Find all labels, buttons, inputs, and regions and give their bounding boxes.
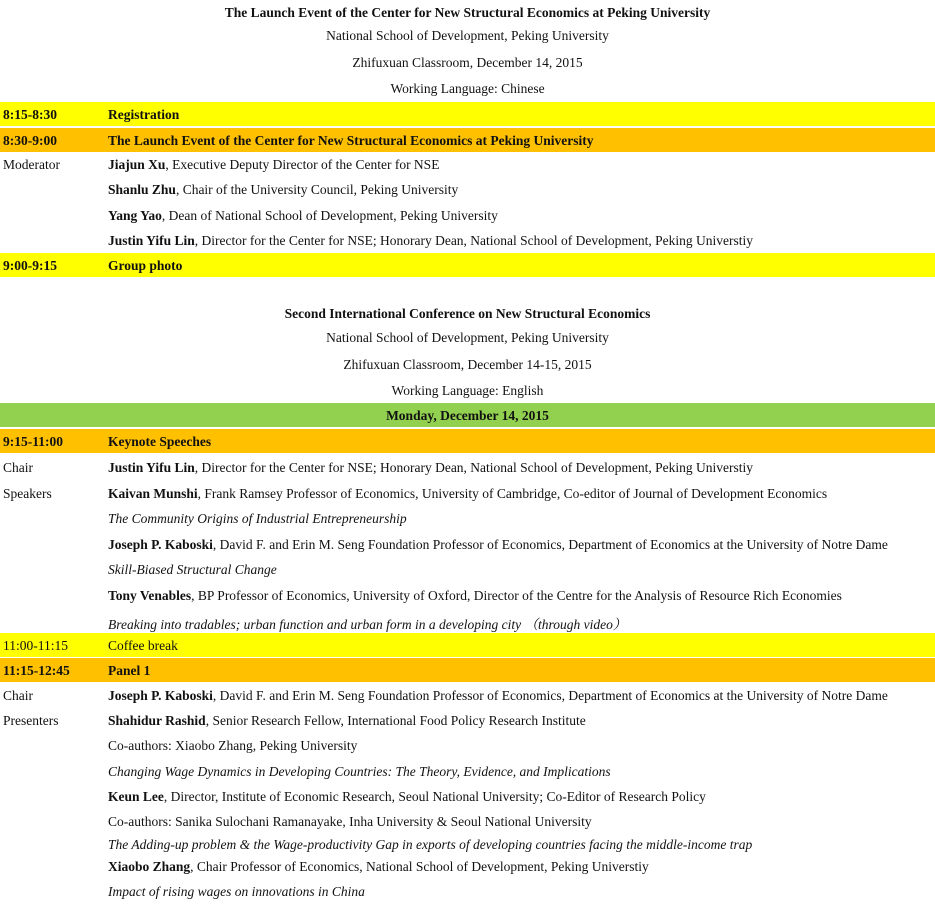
panel-time: 11:15-12:45 bbox=[3, 663, 70, 678]
presenters-row bbox=[0, 713, 935, 733]
person-name: Tony Venables bbox=[108, 588, 192, 603]
person-row bbox=[0, 588, 935, 608]
speakers-row bbox=[0, 486, 935, 506]
person-desc: , BP Professor of Economics, University of Oxford, Director of the Centre for the Analysis of Resource Rich Economies bbox=[191, 588, 842, 603]
person-name: Shanlu Zhu bbox=[108, 182, 176, 197]
person-desc: , Dean of National School of Development, Peking University bbox=[161, 208, 498, 223]
person-desc: , Chair of the University Council, Peking University bbox=[175, 182, 459, 197]
group-photo-label: Group photo bbox=[108, 258, 183, 273]
group-photo-time: 9:00-9:15 bbox=[3, 258, 57, 273]
day-banner bbox=[0, 403, 935, 427]
keynote-label: Keynote Speeches bbox=[108, 434, 212, 449]
person-name: Kaivan Munshi bbox=[108, 486, 198, 501]
talk-row bbox=[0, 511, 935, 531]
conference-language: Working Language: English bbox=[391, 383, 544, 398]
person-name: Xiaobo Zhang bbox=[108, 859, 191, 874]
person-row bbox=[0, 233, 935, 253]
day-label: Monday, December 14, 2015 bbox=[386, 408, 549, 423]
launch-event-time: 8:30-9:00 bbox=[3, 133, 57, 148]
person-entry bbox=[108, 460, 753, 476]
talk-title: The Adding-up problem & the Wage-productivity Gap in exports of developing countries facing the middle-income trap bbox=[108, 837, 753, 852]
person-row bbox=[0, 789, 935, 809]
person-desc: , Director, Institute of Economic Research, Seoul National University; Co-Editor of Research Policy bbox=[163, 789, 706, 804]
talk-title: Changing Wage Dynamics in Developing Countries: The Theory, Evidence, and Implications bbox=[108, 764, 611, 779]
person-entry bbox=[108, 486, 827, 502]
coffee-label: Coffee break bbox=[108, 638, 178, 653]
person-entry bbox=[108, 859, 649, 875]
talk-title: Impact of rising wages on innovations in China bbox=[108, 884, 365, 899]
panel-row bbox=[0, 658, 935, 682]
talk-row bbox=[0, 884, 935, 904]
presenters-role: Presenters bbox=[3, 713, 59, 728]
conference-school: National School of Development, Peking University bbox=[326, 330, 609, 345]
person-row bbox=[0, 182, 935, 202]
keynote-time: 9:15-11:00 bbox=[3, 434, 63, 449]
person-entry bbox=[108, 789, 706, 805]
launch-title: The Launch Event of the Center for New Structural Economics at Peking University bbox=[224, 5, 711, 20]
person-entry bbox=[108, 182, 458, 198]
talk-title: The Community Origins of Industrial Entrepreneurship bbox=[108, 511, 407, 526]
coauthors: Co-authors: Sanika Sulochani Ramanayake, Inha University & Seoul National University bbox=[108, 814, 592, 829]
coffee-row bbox=[0, 633, 935, 657]
group-photo-row bbox=[0, 253, 935, 277]
person-name: Justin Yifu Lin bbox=[108, 233, 195, 248]
chair-row bbox=[0, 460, 935, 480]
coffee-time: 11:00-11:15 bbox=[3, 638, 68, 653]
registration-row bbox=[0, 102, 935, 126]
person-name: Justin Yifu Lin bbox=[108, 460, 195, 475]
talk-row bbox=[0, 613, 935, 633]
panel-chair-row bbox=[0, 688, 935, 708]
person-desc: , Frank Ramsey Professor of Economics, University of Cambridge, Co-editor of Journal of Development Economics bbox=[197, 486, 828, 501]
person-desc: , Director for the Center for NSE; Honorary Dean, National School of Development, Peking Universtiy bbox=[194, 460, 754, 475]
person-entry bbox=[108, 208, 498, 224]
person-entry bbox=[108, 588, 842, 604]
person-desc: , Senior Research Fellow, International Food Policy Research Institute bbox=[205, 713, 586, 728]
person-desc: , David F. and Erin M. Seng Foundation Professor of Economics, Department of Economics at the University of Notre Dame bbox=[212, 537, 888, 552]
launch-event-label: The Launch Event of the Center for New Structural Economics at Peking University bbox=[108, 133, 594, 148]
talk-row bbox=[0, 562, 935, 582]
person-name: Yang Yao bbox=[108, 208, 162, 223]
coauthors-row bbox=[0, 738, 935, 758]
person-entry bbox=[108, 537, 888, 553]
person-row bbox=[0, 859, 935, 879]
person-name: Joseph P. Kaboski bbox=[108, 537, 213, 552]
launch-school: National School of Development, Peking University bbox=[326, 28, 609, 43]
person-entry bbox=[108, 233, 753, 249]
person-desc: , David F. and Erin M. Seng Foundation Professor of Economics, Department of Economics at the University of Notre Dame bbox=[212, 688, 888, 703]
person-entry bbox=[108, 688, 888, 704]
moderator-row bbox=[0, 157, 935, 177]
person-row bbox=[0, 208, 935, 228]
moderator-role: Moderator bbox=[3, 157, 60, 172]
keynote-row bbox=[0, 429, 935, 453]
registration-label: Registration bbox=[108, 107, 180, 122]
chair-role: Chair bbox=[3, 460, 33, 475]
person-desc: , Chair Professor of Economics, National School of Development, Peking Universtiy bbox=[190, 859, 649, 874]
talk-row bbox=[0, 764, 935, 784]
person-entry bbox=[108, 713, 586, 729]
conference-title: Second International Conference on New Structural Economics bbox=[284, 306, 651, 321]
registration-time: 8:15-8:30 bbox=[3, 107, 57, 122]
talk-row bbox=[0, 837, 935, 857]
coauthors: Co-authors: Xiaobo Zhang, Peking University bbox=[108, 738, 358, 753]
launch-venue: Zhifuxuan Classroom, December 14, 2015 bbox=[352, 55, 583, 70]
person-name: Shahidur Rashid bbox=[108, 713, 206, 728]
panel-label: Panel 1 bbox=[108, 663, 151, 678]
talk-title: Skill-Biased Structural Change bbox=[108, 562, 277, 577]
person-desc: , Executive Deputy Director of the Center for NSE bbox=[165, 157, 440, 172]
speakers-role: Speakers bbox=[3, 486, 52, 501]
person-name: Keun Lee bbox=[108, 789, 164, 804]
conference-venue: Zhifuxuan Classroom, December 14-15, 2015 bbox=[343, 357, 592, 372]
talk-title: Breaking into tradables; urban function and urban form in a developing city （through video） bbox=[108, 617, 627, 632]
person-row bbox=[0, 537, 935, 557]
coauthors-row bbox=[0, 814, 935, 834]
launch-language: Working Language: Chinese bbox=[390, 81, 545, 96]
person-name: Joseph P. Kaboski bbox=[108, 688, 213, 703]
person-name: Jiajun Xu bbox=[108, 157, 166, 172]
launch-event-row bbox=[0, 128, 935, 152]
person-desc: , Director for the Center for NSE; Honorary Dean, National School of Development, Peking Universtiy bbox=[194, 233, 754, 248]
person-entry bbox=[108, 157, 439, 173]
panel-chair-role: Chair bbox=[3, 688, 33, 703]
